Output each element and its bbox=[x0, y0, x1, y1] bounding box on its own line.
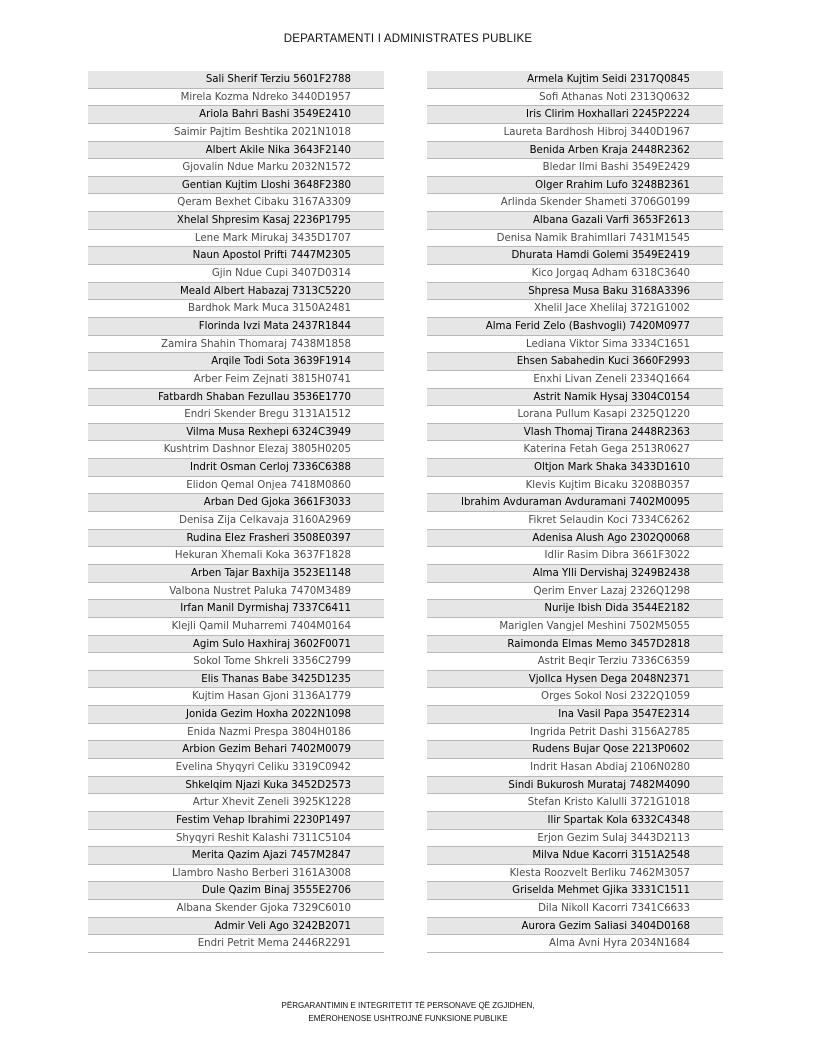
right-list-item: Ehsen Sabahedin Kuci 3660F2993 bbox=[427, 353, 723, 371]
right-list-item: Ina Vasil Papa 3547E2314 bbox=[427, 706, 723, 724]
footer bbox=[0, 999, 816, 1025]
right-list-item: Orges Sokol Nosi 2322Q1059 bbox=[427, 688, 723, 706]
right-list-item: Benida Arben Kraja 2448R2362 bbox=[427, 142, 723, 160]
left-list-item: Mirela Kozma Ndreko 3440D1957 bbox=[88, 89, 384, 107]
left-list-item: Arban Ded Gjoka 3661F3033 bbox=[88, 494, 384, 512]
left-list-item: Evelina Shyqyri Celiku 3319C0942 bbox=[88, 759, 384, 777]
right-list-item: Ilir Spartak Kola 6332C4348 bbox=[427, 812, 723, 830]
right-list-item: Dhurata Hamdi Golemi 3549E2419 bbox=[427, 247, 723, 265]
left-list-item: Shkelqim Njazi Kuka 3452D2573 bbox=[88, 777, 384, 795]
left-list-item: Endri Skender Bregu 3131A1512 bbox=[88, 406, 384, 424]
right-list-item: Alma Ferid Zelo (Bashvogli) 7420M0977 bbox=[427, 318, 723, 336]
left-list-item: Meald Albert Habazaj 7313C5220 bbox=[88, 283, 384, 301]
right-list-item: Astrit Beqir Terziu 7336C6359 bbox=[427, 653, 723, 671]
left-list-item: Enida Nazmi Prespa 3804H0186 bbox=[88, 724, 384, 742]
right-list-item: Rudens Bujar Qose 2213P0602 bbox=[427, 741, 723, 759]
left-list-item: Admir Veli Ago 3242B2071 bbox=[88, 918, 384, 936]
right-list-item: Katerina Fetah Gega 2513R0627 bbox=[427, 441, 723, 459]
left-list-item: Festim Vehap Ibrahimi 2230P1497 bbox=[88, 812, 384, 830]
right-list-item: Indrit Hasan Abdiaj 2106N0280 bbox=[427, 759, 723, 777]
right-list-item: Kico Jorgaq Adham 6318C3640 bbox=[427, 265, 723, 283]
left-list-item: Vilma Musa Rexhepi 6324C3949 bbox=[88, 424, 384, 442]
left-list-item: Llambro Nasho Berberi 3161A3008 bbox=[88, 865, 384, 883]
left-list-item: Xhelal Shpresim Kasaj 2236P1795 bbox=[88, 212, 384, 230]
left-list-item: Kujtim Hasan Gjoni 3136A1779 bbox=[88, 688, 384, 706]
left-list-item: Zamira Shahin Thomaraj 7438M1858 bbox=[88, 336, 384, 354]
right-list-item: Idlir Rasim Dibra 3661F3022 bbox=[427, 547, 723, 565]
right-list-item: Lediana Viktor Sima 3334C1651 bbox=[427, 336, 723, 354]
right-list-item: Qerim Enver Lazaj 2326Q1298 bbox=[427, 583, 723, 601]
right-list-item: Vjollca Hysen Dega 2048N2371 bbox=[427, 671, 723, 689]
right-list-item: Dila Nikoll Kacorri 7341C6633 bbox=[427, 900, 723, 918]
left-list-item: Fatbardh Shaban Fezullau 3536E1770 bbox=[88, 389, 384, 407]
left-list-item: Arber Feim Zejnati 3815H0741 bbox=[88, 371, 384, 389]
right-list-item: Sindi Bukurosh Murataj 7482M4090 bbox=[427, 777, 723, 795]
left-list-item: Klejli Qamil Muharremi 7404M0164 bbox=[88, 618, 384, 636]
left-list-item: Hekuran Xhemali Koka 3637F1828 bbox=[88, 547, 384, 565]
right-list-item: Aurora Gezim Saliasi 3404D0168 bbox=[427, 918, 723, 936]
right-list-item: Shpresa Musa Baku 3168A3396 bbox=[427, 283, 723, 301]
footer-line-2: EMËROHENOSE USHTROJNË FUNKSIONE PUBLIKE bbox=[308, 1014, 508, 1023]
left-list-item: Gjovalin Ndue Marku 2032N1572 bbox=[88, 159, 384, 177]
right-list-item: Astrit Namik Hysaj 3304C0154 bbox=[427, 389, 723, 407]
left-list-item: Endri Petrit Mema 2446R2291 bbox=[88, 935, 384, 953]
right-list-item: Alma Avni Hyra 2034N1684 bbox=[427, 935, 723, 953]
right-list-item: Milva Ndue Kacorri 3151A2548 bbox=[427, 847, 723, 865]
right-list-item: Bledar Ilmi Bashi 3549E2429 bbox=[427, 159, 723, 177]
left-list-item: Albert Akile Nika 3643F2140 bbox=[88, 142, 384, 160]
right-list-item: Olger Rrahim Lufo 3248B2361 bbox=[427, 177, 723, 195]
right-list-item: Mariglen Vangjel Meshini 7502M5055 bbox=[427, 618, 723, 636]
right-list-item: Laureta Bardhosh Hibroj 3440D1967 bbox=[427, 124, 723, 142]
right-list-item: Lorana Pullum Kasapi 2325Q1220 bbox=[427, 406, 723, 424]
left-name-list bbox=[88, 71, 384, 953]
left-list-item: Qeram Bexhet Cibaku 3167A3309 bbox=[88, 194, 384, 212]
left-list-item: Gentian Kujtim Lloshi 3648F2380 bbox=[88, 177, 384, 195]
left-list-item: Arbion Gezim Behari 7402M0079 bbox=[88, 741, 384, 759]
left-list-item: Elis Thanas Babe 3425D1235 bbox=[88, 671, 384, 689]
left-list-item: Denisa Zija Celkavaja 3160A2969 bbox=[88, 512, 384, 530]
right-list-item: Enxhi Livan Zeneli 2334Q1664 bbox=[427, 371, 723, 389]
left-list-item: Dule Qazim Binaj 3555E2706 bbox=[88, 882, 384, 900]
right-list-item: Nurije Ibish Dida 3544E2182 bbox=[427, 600, 723, 618]
left-list-item: Arben Tajar Baxhija 3523E1148 bbox=[88, 565, 384, 583]
left-list-item: Saimir Pajtim Beshtika 2021N1018 bbox=[88, 124, 384, 142]
left-list-item: Irfan Manil Dyrmishaj 7337C6411 bbox=[88, 600, 384, 618]
right-list-item: Klesta Roozvelt Berliku 7462M3057 bbox=[427, 865, 723, 883]
left-list-item: Rudina Elez Frasheri 3508E0397 bbox=[88, 530, 384, 548]
left-list-item: Valbona Nustret Paluka 7470M3489 bbox=[88, 583, 384, 601]
right-list-item: Denisa Namik Brahimllari 7431M1545 bbox=[427, 230, 723, 248]
left-list-item: Kushtrim Dashnor Elezaj 3805H0205 bbox=[88, 441, 384, 459]
left-list-item: Merita Qazim Ajazi 7457M2847 bbox=[88, 847, 384, 865]
left-list-item: Ariola Bahri Bashi 3549E2410 bbox=[88, 106, 384, 124]
left-list-item: Artur Xhevit Zeneli 3925K1228 bbox=[88, 794, 384, 812]
left-list-item: Arqile Todi Sota 3639F1914 bbox=[88, 353, 384, 371]
right-list-item: Fikret Selaudin Koci 7334C6262 bbox=[427, 512, 723, 530]
right-list-item: Ingrida Petrit Dashi 3156A2785 bbox=[427, 724, 723, 742]
left-list-item: Bardhok Mark Muca 3150A2481 bbox=[88, 300, 384, 318]
left-list-item: Shyqyri Reshit Kalashi 7311C5104 bbox=[88, 830, 384, 848]
left-list-item: Gjin Ndue Cupi 3407D0314 bbox=[88, 265, 384, 283]
left-list-item: Agim Sulo Haxhiraj 3602F0071 bbox=[88, 636, 384, 654]
left-list-item: Sokol Tome Shkreli 3356C2799 bbox=[88, 653, 384, 671]
right-name-list bbox=[427, 71, 723, 953]
left-list-item: Florinda Ivzi Mata 2437R1844 bbox=[88, 318, 384, 336]
right-list-item: Adenisa Alush Ago 2302Q0068 bbox=[427, 530, 723, 548]
right-list-item: Alma Ylli Dervishaj 3249B2438 bbox=[427, 565, 723, 583]
right-list-item: Klevis Kujtim Bicaku 3208B0357 bbox=[427, 477, 723, 495]
right-list-item: Sofi Athanas Noti 2313Q0632 bbox=[427, 89, 723, 107]
left-list-item: Albana Skender Gjoka 7329C6010 bbox=[88, 900, 384, 918]
right-list-item: Raimonda Elmas Memo 3457D2818 bbox=[427, 636, 723, 654]
left-list-item: Jonida Gezim Hoxha 2022N1098 bbox=[88, 706, 384, 724]
page-title: DEPARTAMENTI I ADMINISTRATES PUBLIKE bbox=[283, 33, 533, 45]
right-list-item: Armela Kujtim Seidi 2317Q0845 bbox=[427, 71, 723, 89]
left-list-item: Indrit Osman Cerloj 7336C6388 bbox=[88, 459, 384, 477]
left-list-item: Lene Mark Mirukaj 3435D1707 bbox=[88, 230, 384, 248]
right-list-item: Griselda Mehmet Gjika 3331C1511 bbox=[427, 882, 723, 900]
right-list-item: Xhelil Jace Xhelilaj 3721G1002 bbox=[427, 300, 723, 318]
right-list-item: Ibrahim Avduraman Avduramani 7402M0095 bbox=[427, 494, 723, 512]
left-list-item: Elidon Qemal Onjea 7418M0860 bbox=[88, 477, 384, 495]
footer-line-1: PËRGARANTIMIN E INTEGRITETIT TË PERSONAVE QË ZGJIDHEN, bbox=[281, 1001, 535, 1010]
right-list-item: Stefan Kristo Kalulli 3721G1018 bbox=[427, 794, 723, 812]
right-list-item: Iris Clirim Hoxhallari 2245P2224 bbox=[427, 106, 723, 124]
left-list-item: Naun Apostol Prifti 7447M2305 bbox=[88, 247, 384, 265]
right-list-item: Arlinda Skender Shameti 3706G0199 bbox=[427, 194, 723, 212]
right-list-item: Vlash Thomaj Tirana 2448R2363 bbox=[427, 424, 723, 442]
right-list-item: Oltjon Mark Shaka 3433D1610 bbox=[427, 459, 723, 477]
right-list-item: Albana Gazali Varfi 3653F2613 bbox=[427, 212, 723, 230]
left-list-item: Sali Sherif Terziu 5601F2788 bbox=[88, 71, 384, 89]
right-list-item: Erjon Gezim Sulaj 3443D2113 bbox=[427, 830, 723, 848]
